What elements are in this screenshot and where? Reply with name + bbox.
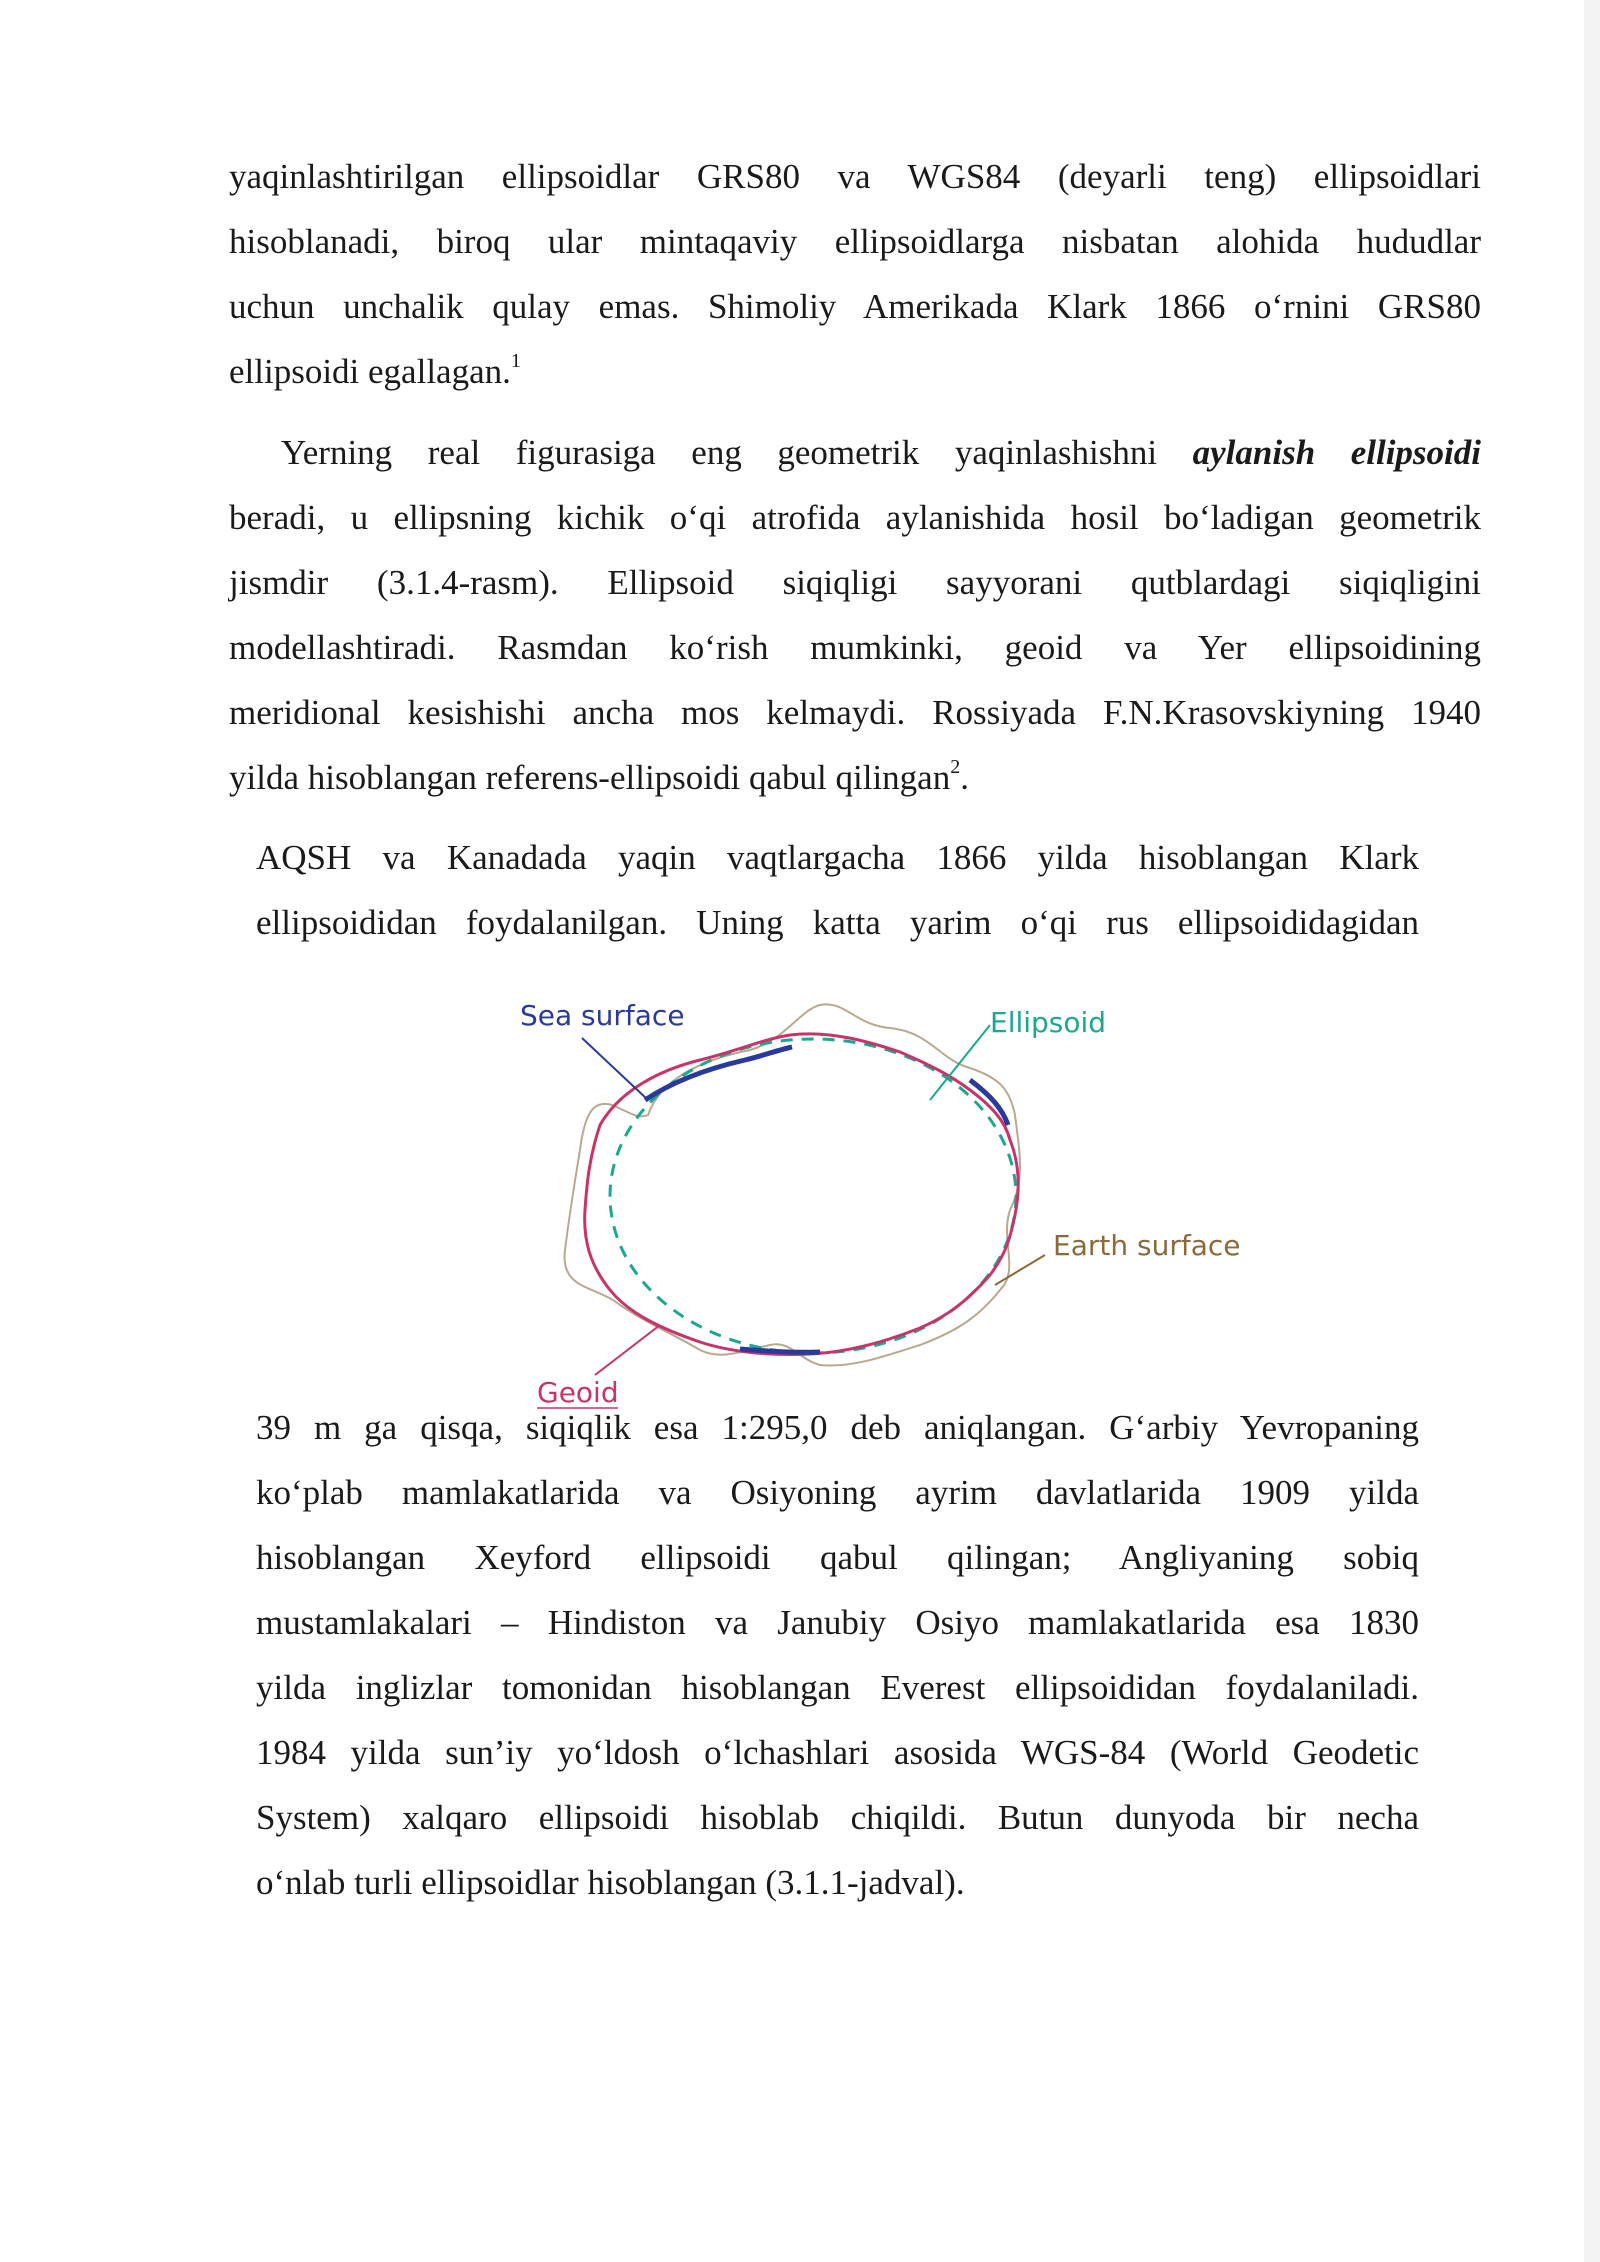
text-line: System) xalqaro ellipsoidi hisoblab chiqildi. Butun dunyoda bir necha <box>256 1798 1419 1837</box>
text-line: AQSH va Kanadada yaqin vaqtlargacha 1866 yilda hisoblangan Klark <box>256 838 1419 877</box>
paragraph-rotation-ellipsoid <box>229 420 1481 810</box>
text-line: uchun unchalik qulay emas. Shimoliy Amerikada Klark 1866 o‘rnini GRS80 <box>229 287 1481 326</box>
text-segment: . <box>960 758 969 797</box>
text-line: yilda inglizlar tomonidan hisoblangan Everest ellipsoididan foydalaniladi. <box>256 1668 1419 1707</box>
text-line <box>229 745 1481 810</box>
paragraph-clarke-usa <box>256 825 1419 955</box>
text-line: modellashtiradi. Rasmdan ko‘rish mumkinki, geoid va Yer ellipsoidining <box>229 628 1481 667</box>
paragraph-ellipsoids-grs80 <box>229 144 1481 404</box>
geoid-leader-line <box>595 1325 660 1375</box>
text-segment: yilda hisoblangan referens-ellipsoidi qabul qilingan <box>229 758 951 797</box>
geoid-label: Geoid <box>537 1376 619 1409</box>
sea-surface-leader-line <box>582 1038 648 1100</box>
sea-surface-label: Sea surface <box>520 999 685 1032</box>
page-edge-shade <box>1584 0 1600 2262</box>
text-segment: Yerning real figurasiga eng geometrik yaqinlashishni <box>281 433 1193 472</box>
text-line: yaqinlashtirilgan ellipsoidlar GRS80 va WGS84 (deyarli teng) ellipsoidlari <box>229 157 1481 196</box>
text-line: jismdir (3.1.4-rasm). Ellipsoid siqiqligi sayyorani qutblardagi siqiqligini <box>229 563 1481 602</box>
text-line: beradi, u ellipsning kichik o‘qi atrofida aylanishida hosil bo‘ladigan geometrik <box>229 498 1481 537</box>
text-line <box>229 420 1481 485</box>
emphasis-term: aylanish ellipsoidi <box>1192 433 1481 472</box>
text-line: 1984 yilda sun’iy yo‘ldosh o‘lchashlari asosida WGS-84 (World Geodetic <box>256 1733 1419 1772</box>
geoid-curve <box>585 1034 1019 1355</box>
footnote-reference[interactable]: 2 <box>950 756 961 778</box>
text-line: hisoblangan Xeyford ellipsoidi qabul qilingan; Angliyaning sobiq <box>256 1538 1419 1577</box>
text-line: mustamlakalari – Hindiston va Janubiy Osiyo mamlakatlarida esa 1830 <box>256 1603 1419 1642</box>
sea-surface-segment <box>740 1349 820 1352</box>
figure-geoid-ellipsoid-diagram <box>500 980 1280 1410</box>
footnote-reference[interactable]: 1 <box>510 350 521 372</box>
text-line: ko‘plab mamlakatlarida va Osiyoning ayrim davlatlarida 1909 yilda <box>256 1473 1419 1512</box>
text-line: ellipsoididan foydalanilgan. Uning katta yarim o‘qi rus ellipsoididagidan <box>256 903 1419 942</box>
text-line: meridional kesishishi ancha mos kelmaydi. Rossiyada F.N.Krasovskiyning 1940 <box>229 693 1481 732</box>
text-line: hisoblanadi, biroq ular mintaqaviy ellipsoidlarga nisbatan alohida hududlar <box>229 222 1481 261</box>
text-line: o‘nlab turli ellipsoidlar hisoblangan (3.1.1-jadval). <box>256 1863 965 1902</box>
ellipsoid-label: Ellipsoid <box>990 1006 1107 1039</box>
text-line <box>229 339 1481 404</box>
earth-surface-leader-line <box>995 1255 1045 1285</box>
text-line: 39 m ga qisqa, siqiqlik esa 1:295,0 deb aniqlangan. G‘arbiy Yevropaning <box>256 1408 1419 1447</box>
text-segment: ellipsoidi egallagan. <box>229 352 511 391</box>
paragraph-hayford-everest-wgs84 <box>256 1395 1419 1915</box>
earth-surface-label: Earth surface <box>1053 1229 1241 1262</box>
